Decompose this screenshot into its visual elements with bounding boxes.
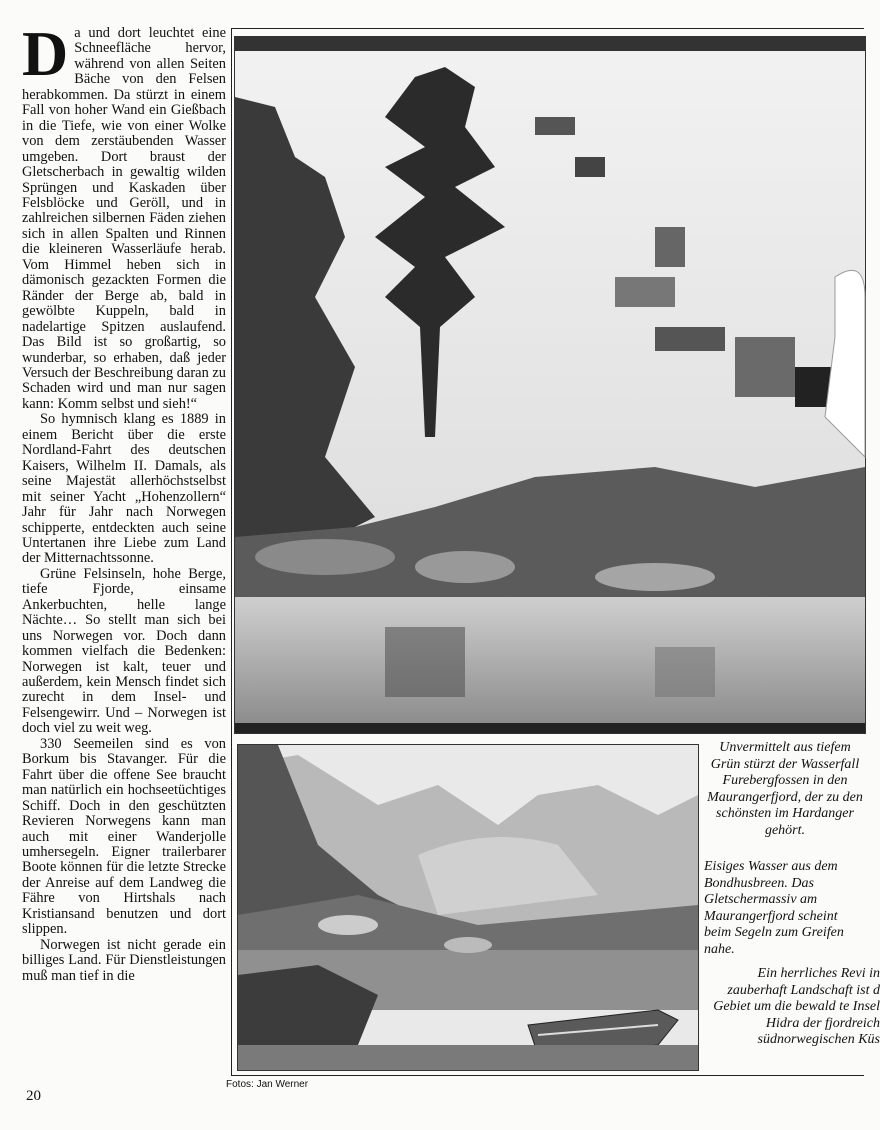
caption-waterfall: Unvermittelt aus tiefem Grün stürzt der Wasserfall Furebergfossen in den Maurangerfjord, der zu den schönsten im Hardanger gehört. xyxy=(707,740,863,838)
glacier-photo xyxy=(237,744,699,1071)
article-paragraph: 330 Seemeilen sind es von Borkum bis Stavanger. Für die Fahrt über die offene See braucht man natürlich ein hochseetüchtiges Schiff. Doch in den geschützten Revieren Norwegens kann man auch mit einer Wanderjolle umhersegeln. Eigner trailerbarer Boote können für die letzte Strecke der Anreise auf dem Landweg die Fähre von Hirtshals nach Kristiansand benutzen und dort slippen. xyxy=(22,735,226,938)
caption-island: Ein herrliches Revi in zauberhaft Landschaft ist d Gebiet um die bewald te Insel Hidra der fjordreich südnorwegischen Küs xyxy=(713,966,880,1047)
bottom-rule xyxy=(231,1075,864,1076)
caption-glacier: Eisiges Wasser aus dem Bondhusbreen. Das Gletschermassiv am Maurangerfjord scheint beim Segeln zum Greifen nahe. xyxy=(704,859,844,957)
top-rule xyxy=(231,28,864,29)
waterfall-photo xyxy=(234,36,866,734)
article-paragraph: Norwegen ist nicht gerade ein billiges Land. Für Dienstleistungen muß man tief in die xyxy=(22,936,226,984)
article-paragraph: So hymnisch klang es 1889 in einem Bericht über die erste Nordland-Fahrt des deutschen Kaisers, Wilhelm II. Damals, als seine Majestät allerhöchstselbst mit seiner Yacht „Hohenzollern“ Jahr für Jahr nach Norwegen schipperte, entdeckten auch seine Untertanen ihre Liebe zum Land der Mitternachtssonne. xyxy=(22,411,226,567)
page-number: 20 xyxy=(26,1088,41,1104)
article-paragraph: Grüne Felsinseln, hohe Berge, tiefe Fjorde, einsame Ankerbuchten, helle lange Nächte… So stellt man sich bei uns Norwegen vor. Doch dann kommen vielfach die Bedenken: Norwegen ist kalt, teuer und außerdem, kein Mensch findet sich zurecht in dem Insel- und Felsengewirr. Und – Norwegen ist doch viel zu weit weg. xyxy=(22,565,226,737)
photo-credit: Fotos: Jan Werner xyxy=(226,1079,309,1090)
drop-cap: D xyxy=(22,18,69,89)
article-paragraph: Da und dort leuchtet eine Schneefläche hervor, während von allen Seiten Bäche von den Felsen herabkommen. Da stürzt in einem Fall von hoher Wand ein Gießbach in die Tiefe, wie von einer Wolke von dem zerstäubenden Wasser umgeben. Dort braust der Gletscherbach in gewaltig wilden Sprüngen und Kaskaden über Felsblöcke und Geröll, und in zahlreichen silbernen Fäden ziehen sich in allen Spalten und Rinnen die kleineren Wasserläufe herab. Vom Himmel heben sich in dämonisch gezackten Formen die Ränder der Berge ab, bald in gewölbte Kuppeln, bald in nadelartige Spitzen auslaufend. Das Bild ist so großartig, so wunderbar, so erhaben, daß jeder Versuch der Beschreibung daran zu Schaden wird und man nur sagen kann: Komm selbst und sieh!“ xyxy=(22,18,226,412)
article-text-column xyxy=(22,18,226,984)
column-rule xyxy=(231,28,232,1076)
